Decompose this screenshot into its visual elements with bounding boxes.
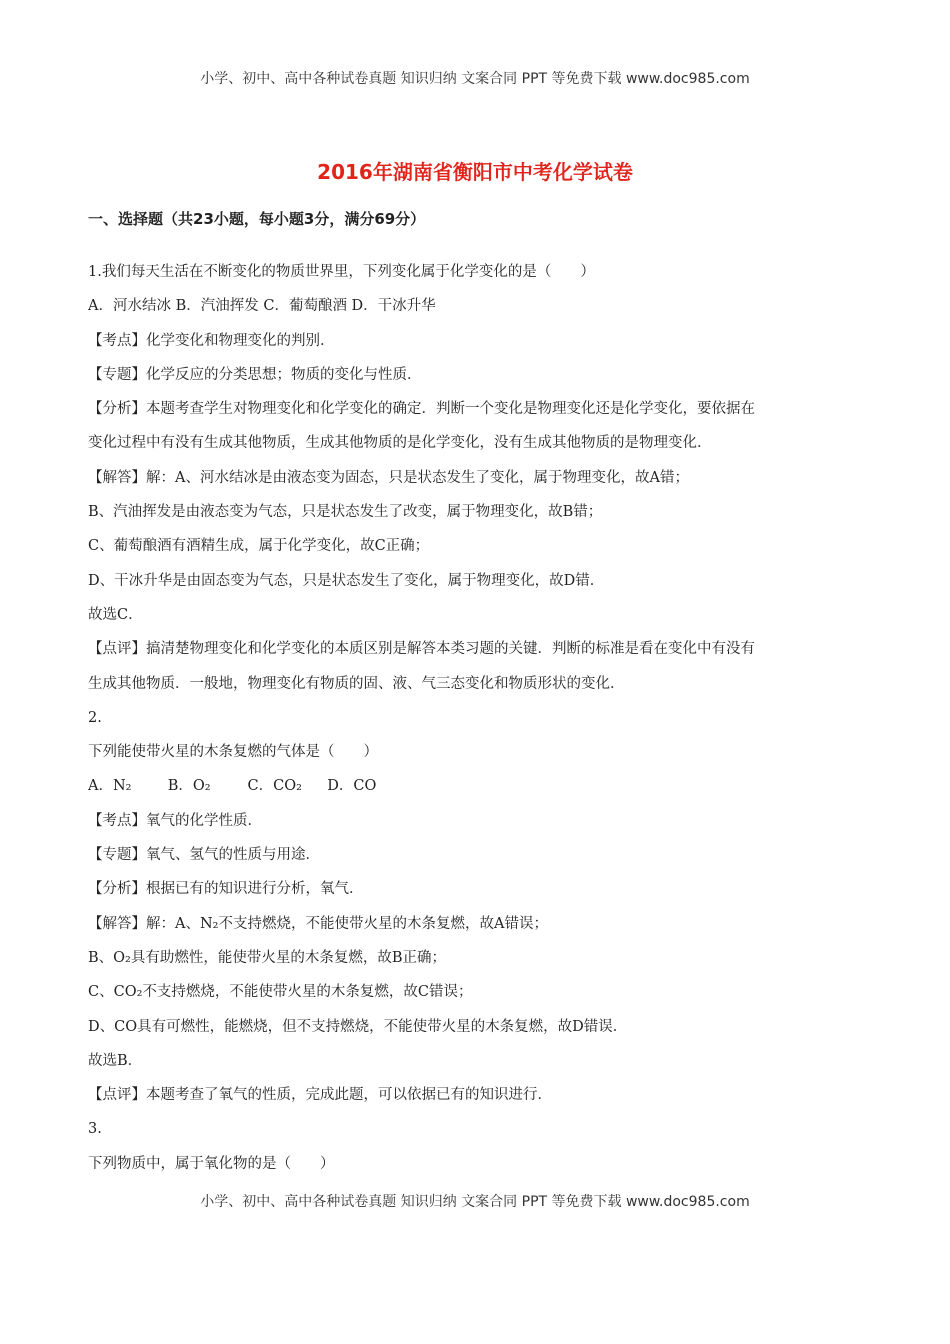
q1-analysis-line-1: 【分析】本题考查学生对物理变化和化学变化的确定．判断一个变化是物理变化还是化学变化，要依据在 — [88, 401, 755, 418]
q2-solution-line-2: B、O₂具有助燃性，能使带火星的木条复燃，故B正确； — [88, 949, 447, 966]
q2-option-b: B．O₂ — [167, 778, 211, 795]
q2-kaodian: 【考点】氧气的化学性质． — [88, 812, 262, 829]
q2-solution-line-1: 【解答】解：A、N₂不支持燃烧，不能使带火星的木条复燃，故A错误； — [88, 915, 548, 932]
q1-analysis-line-2: 变化过程中有没有生成其他物质，生成其他物质的是化学变化，没有生成其他物质的是物理变化． — [88, 435, 712, 452]
q2-stem: 下列能使带火星的木条复燃的气体是（ ） — [88, 744, 378, 761]
page-footer: 小学、初中、高中各种试卷真题 知识归纳 文案合同 PPT 等免费下载 www.doc985.com — [200, 1194, 750, 1210]
q1-solution-line-1: 【解答】解：A、河水结冰是由液态变为固态，只是状态发生了变化，属于物理变化，故A错； — [88, 469, 689, 486]
q2-analysis: 【分析】根据已有的知识进行分析，氧气． — [88, 881, 364, 898]
q2-answer: 故选B． — [88, 1052, 143, 1069]
q1-stem: 1.我们每天生活在不断变化的物质世界里，下列变化属于化学变化的是（ ） — [88, 264, 595, 280]
q2-options — [88, 769, 878, 803]
q3-number: 3. — [88, 1121, 102, 1138]
page-title: 2016年湖南省衡阳市中考化学试卷 — [317, 160, 633, 184]
q1-solution-line-3: C、葡萄酿酒有酒精生成，属于化学变化，故C正确； — [88, 538, 430, 555]
q2-solution-line-4: D、CO具有可燃性，能燃烧，但不支持燃烧，不能使带火星的木条复燃，故D错误． — [88, 1018, 628, 1035]
q2-option-a: A．N₂ — [88, 778, 132, 795]
section-heading: 一、选择题（共23小题，每小题3分，满分69分） — [88, 210, 426, 228]
q1-comment-line-2: 生成其他物质．一般地，物理变化有物质的固、液、气三态变化和物质形状的变化． — [88, 675, 625, 692]
q2-option-d: D．CO — [327, 778, 377, 795]
q2-option-c: C．CO₂ — [247, 778, 302, 795]
q2-comment: 【点评】本题考查了氧气的性质，完成此题，可以依据已有的知识进行． — [88, 1087, 552, 1104]
page-header: 小学、初中、高中各种试卷真题 知识归纳 文案合同 PPT 等免费下载 www.doc985.com — [200, 71, 750, 87]
q1-zhuanti: 【专题】化学反应的分类思想；物质的变化与性质． — [88, 366, 422, 383]
q2-zhuanti: 【专题】氧气、氢气的性质与用途． — [88, 847, 320, 864]
q2-solution-line-3: C、CO₂不支持燃烧，不能使带火星的木条复燃，故C错误； — [88, 984, 473, 1001]
q3-stem: 下列物质中，属于氧化物的是（ ） — [88, 1155, 335, 1172]
q1-solution-line-2: B、汽油挥发是由液态变为气态，只是状态发生了改变，属于物理变化，故B错； — [88, 504, 603, 521]
q1-kaodian: 【考点】化学变化和物理变化的判别． — [88, 332, 335, 349]
q1-solution-line-4: D、干冰升华是由固态变为气态，只是状态发生了变化，属于物理变化，故D错． — [88, 572, 605, 589]
q1-answer: 故选C． — [88, 606, 143, 623]
q2-number: 2. — [88, 709, 102, 726]
q1-comment-line-1: 【点评】搞清楚物理变化和化学变化的本质区别是解答本类习题的关键．判断的标准是看在变化中有没有 — [88, 641, 755, 658]
q1-options: A．河水结冰 B．汽油挥发 C．葡萄酿酒 D．干冰升华 — [88, 298, 436, 315]
document-body — [88, 255, 878, 1181]
